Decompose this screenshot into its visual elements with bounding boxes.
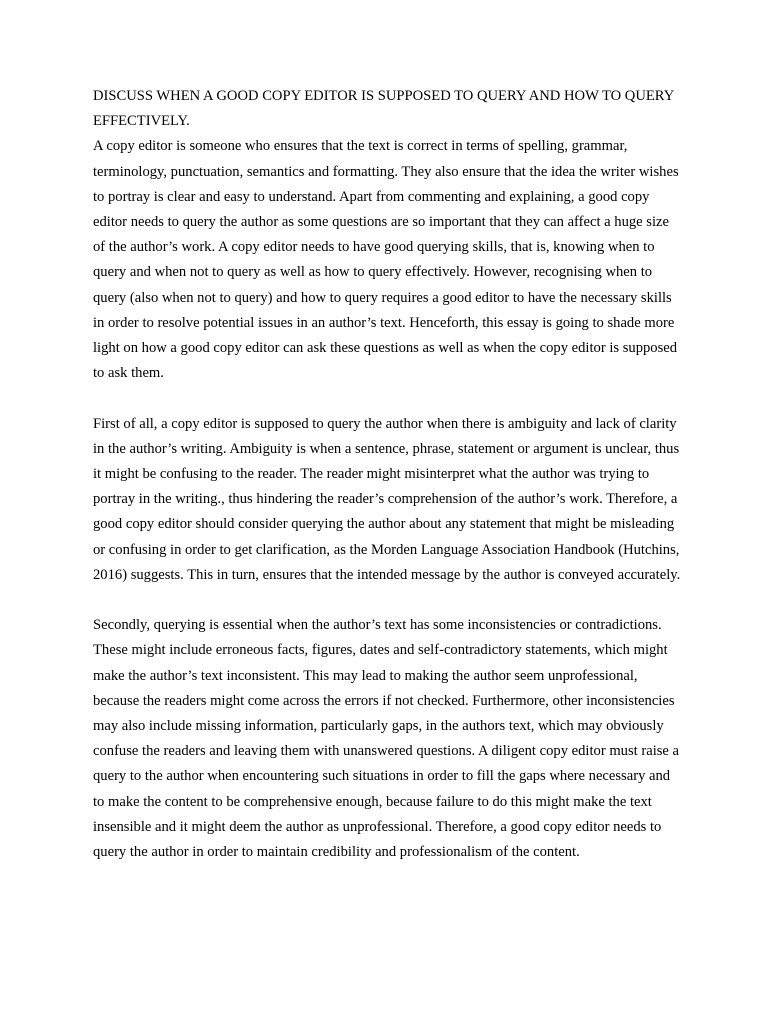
paragraph-spacer	[93, 588, 683, 613]
paragraph-inconsistencies: Secondly, querying is essential when the author’s text has some inconsistencies or contradictions. These might include erroneous facts, figures, dates and self-contradictory statements, which might make the author’s text inconsistent. This may lead to making the author seem unprofessional, because the readers might come across the errors if not checked. Furthermore, other inconsistencies may also include missing information, particularly gaps, in the authors text, which may obviously confuse the readers and leaving them with unanswered questions. A diligent copy editor must raise a query to the author when encountering such situations in order to fill the gaps where necessary and to make the content to be comprehensive enough, because failure to do this might make the text insensible and it might deem the author as unprofessional. Therefore, a good copy editor needs to query the author in order to maintain credibility and professionalism of the content.	[93, 617, 680, 861]
paragraph-ambiguity: First of all, a copy editor is supposed to query the author when there is ambiguity and lack of clarity in the author’s writing. Ambiguity is when a sentence, phrase, statement or argument is unclear, thus it might be confusing to the reader. The reader might misinterpret what the author was trying to portray in the writing., thus hindering the reader’s comprehension of the author’s work. Therefore, a good copy editor should consider querying the author about any statement that might be misleading or confusing in order to get clarification, as the Morden Language Association Handbook (Hutchins, 2016) suggests. This in turn, ensures that the intended message by the author is conveyed accurately.	[93, 415, 681, 583]
document-body	[93, 84, 683, 865]
essay-title: DISCUSS WHEN A GOOD COPY EDITOR IS SUPPOSED TO QUERY AND HOW TO QUERY EFFECTIVELY.	[93, 88, 674, 130]
paragraph-introduction: A copy editor is someone who ensures that the text is correct in terms of spelling, grammar, terminology, punctuation, semantics and formatting. They also ensure that the idea the writer wishes to portray is clear and easy to understand. Apart from commenting and explaining, a good copy editor needs to query the author as some questions are so important that they can affect a huge size of the author’s work. A copy editor needs to have good querying skills, that is, knowing when to query and when not to query as well as how to query effectively. However, recognising when to query (also when not to query) and how to query requires a good editor to have the necessary skills in order to resolve potential issues in an author’s text. Henceforth, this essay is going to shade more light on how a good copy editor can ask these questions as well as when the copy editor is supposed to ask them.	[93, 138, 679, 382]
paragraph-spacer	[93, 386, 683, 411]
